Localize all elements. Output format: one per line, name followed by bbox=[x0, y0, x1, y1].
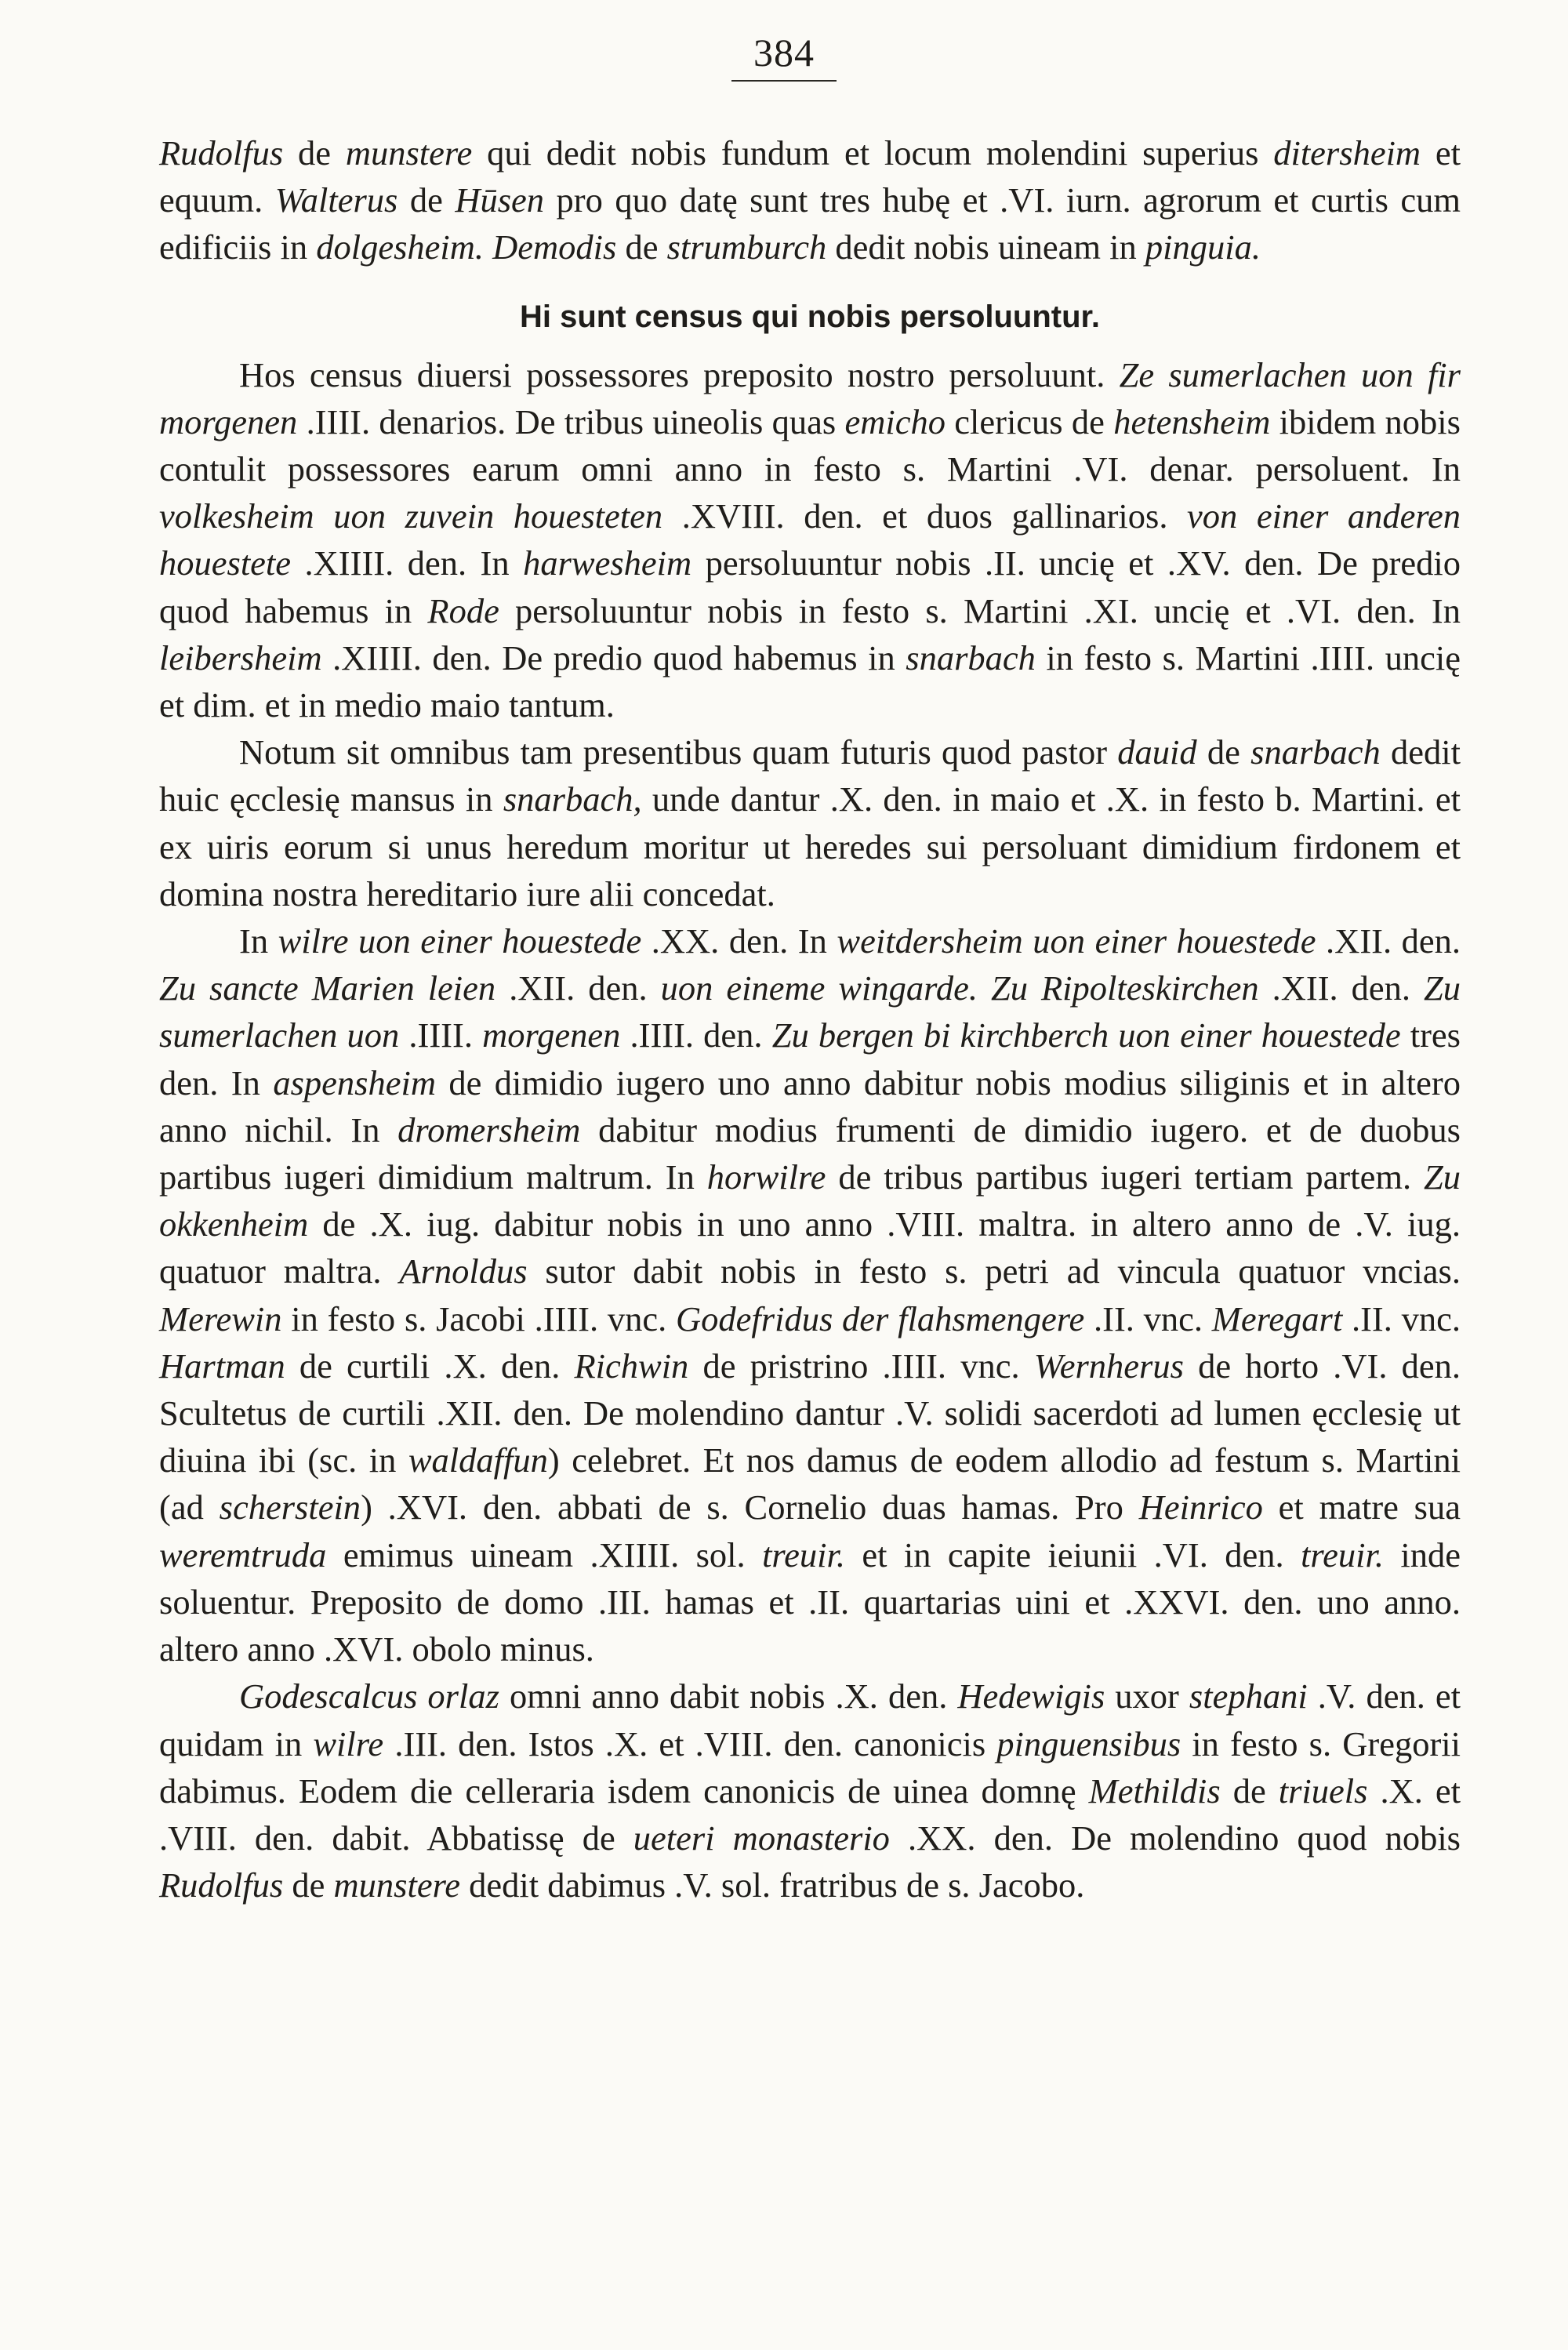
italic-name: wilre bbox=[313, 1723, 384, 1763]
text-run: de bbox=[397, 180, 456, 220]
italic-name: Zu okkenheim bbox=[159, 1157, 1461, 1244]
text-run: ) celebret. Et nos damus de eodem allodio ad festum s. Martini (ad bbox=[159, 1440, 1461, 1527]
text-run: .XII. den. bbox=[1258, 968, 1425, 1008]
italic-name: Rudolfus bbox=[159, 1865, 284, 1905]
text-run: et equum. bbox=[159, 133, 1461, 220]
italic-name: Walterus bbox=[274, 180, 398, 220]
paragraph-1 bbox=[159, 129, 1461, 271]
text-run: de bbox=[1220, 1771, 1279, 1811]
text-run: .XX. den. De molendino quod nobis bbox=[889, 1818, 1461, 1858]
body-text bbox=[159, 129, 1461, 1909]
text-run: in festo s. Martini .IIII. uncię et dim. et in medio maio tantum. bbox=[159, 637, 1461, 725]
italic-name: weitdersheim uon einer houestede bbox=[837, 921, 1316, 961]
text-run bbox=[978, 968, 991, 1008]
italic-name: scherstein bbox=[219, 1487, 361, 1527]
text-run: persoluuntur nobis in festo s. Martini .XI. uncię et .VI. den. In bbox=[499, 590, 1461, 630]
text-run: emimus uineam .XIIII. sol. bbox=[326, 1535, 763, 1575]
text-run: .XIIII. den. De predio quod habemus in bbox=[321, 637, 906, 677]
italic-name: Demodis bbox=[492, 227, 617, 267]
italic-name: pinguensibus bbox=[996, 1723, 1181, 1763]
text-run: .IIII. denarios. De tribus uineolis quas bbox=[297, 401, 845, 441]
italic-name: Methildis bbox=[1088, 1771, 1221, 1811]
text-run: de bbox=[1196, 732, 1251, 772]
text-run: tres den. In bbox=[159, 1015, 1461, 1102]
text-run: .X. et .VIII. den. dabit. Abbatissę de bbox=[159, 1771, 1461, 1858]
text-run: et in capite ieiunii .VI. den. bbox=[844, 1535, 1301, 1575]
italic-name: Hartman bbox=[159, 1346, 285, 1386]
italic-name: weremtruda bbox=[159, 1535, 327, 1575]
italic-name: Zu sumerlachen uon bbox=[159, 968, 1461, 1055]
text-run: de bbox=[616, 227, 667, 267]
text-run: unde dantur .X. den. in maio et .X. in festo b. Martini. et ex uiris eorum si unus heredum moritur ut heredes sui persoluant dimidium firdonem et domina nostra hereditario iure alii concedat. bbox=[159, 779, 1461, 913]
text-run: .XIIII. den. In bbox=[291, 543, 524, 583]
text-run: omni anno dabit nobis .X. den. bbox=[499, 1676, 958, 1716]
italic-name: Zu Ripolteskirchen bbox=[990, 968, 1259, 1008]
italic-name: treuir. bbox=[1301, 1535, 1384, 1575]
italic-name: strumburch bbox=[666, 227, 827, 267]
text-run: sutor dabit nobis in festo s. petri ad vincula quatuor vncias. bbox=[527, 1251, 1461, 1291]
text-run: et matre sua bbox=[1262, 1487, 1461, 1527]
text-run: in festo s. Jacobi .IIII. vnc. bbox=[281, 1298, 677, 1338]
italic-name: harwesheim bbox=[523, 543, 692, 583]
text-run: .IIII. bbox=[399, 1015, 483, 1055]
italic-name: Zu sancte Marien leien bbox=[159, 968, 496, 1008]
italic-name: morgenen bbox=[482, 1015, 621, 1055]
italic-name: snarbach, bbox=[503, 779, 642, 819]
italic-name: dauid bbox=[1117, 732, 1197, 772]
text-run: .II. vnc. bbox=[1342, 1298, 1461, 1338]
paragraph-3 bbox=[159, 728, 1461, 917]
italic-name: horwilre bbox=[706, 1157, 826, 1197]
italic-name: waldaffun bbox=[408, 1440, 548, 1480]
italic-name: treuir. bbox=[762, 1535, 845, 1575]
section-heading: Hi sunt census qui nobis persoluuntur. bbox=[519, 299, 1101, 334]
italic-name: munstere bbox=[345, 133, 473, 173]
text-run: de curtili .X. den. bbox=[285, 1346, 575, 1386]
text-run: .XII. den. bbox=[495, 968, 661, 1008]
text-run bbox=[484, 227, 492, 267]
italic-name: Hedewigis bbox=[957, 1676, 1105, 1716]
italic-name: triuels bbox=[1278, 1771, 1368, 1811]
text-run: persoluuntur nobis .II. uncię et .XV. den. De predio quod habemus in bbox=[159, 543, 1461, 630]
italic-name: volkesheim uon zuvein houesteten bbox=[159, 496, 663, 536]
text-run: de bbox=[283, 133, 346, 173]
italic-name: hetensheim bbox=[1113, 401, 1271, 441]
italic-name: emicho bbox=[844, 401, 946, 441]
italic-name: Ze sumerlachen uon fir morgenen bbox=[159, 354, 1461, 441]
text-run: in festo s. Gregorii dabimus. Eodem die celleraria isdem canonicis de uinea domnę bbox=[159, 1723, 1461, 1811]
italic-name: Merewin bbox=[159, 1298, 282, 1338]
italic-name: Rode bbox=[427, 590, 499, 630]
text-run: de horto .VI. den. Scultetus de curtili .XII. den. De molendino dantur .V. solidi sacerdoti ad lumen ęcclesię ut diuina ibi (sc. in bbox=[159, 1346, 1461, 1480]
italic-name: leibersheim bbox=[159, 637, 322, 677]
italic-name: aspensheim bbox=[273, 1062, 436, 1102]
text-run: qui dedit nobis fundum et locum molendini superius bbox=[472, 133, 1274, 173]
text-run: de dimidio iugero uno anno dabitur nobis modius siliginis et in altero anno nichil. In bbox=[159, 1062, 1461, 1150]
text-run: .XVIII. den. et duos gallinarios. bbox=[662, 496, 1188, 536]
text-run: de pristrino .IIII. vnc. bbox=[688, 1346, 1034, 1386]
italic-name: Godescalcus orlaz bbox=[239, 1676, 499, 1716]
italic-name: snarbach bbox=[1250, 732, 1381, 772]
text-run: dabitur modius frumenti de dimidio iugero. et de duobus partibus iugeri dimidium maltrum. In bbox=[159, 1110, 1461, 1197]
text-run: uxor bbox=[1105, 1676, 1189, 1716]
text-run: de tribus partibus iugeri tertiam partem. bbox=[826, 1157, 1424, 1197]
text-run: .V. den. et quidam in bbox=[159, 1676, 1461, 1763]
italic-name: wilre uon einer houestede bbox=[278, 921, 642, 961]
italic-name: Meregart bbox=[1211, 1298, 1343, 1338]
italic-name: Heinrico bbox=[1138, 1487, 1263, 1527]
italic-name: ueteri monasterio bbox=[633, 1818, 890, 1858]
text-run: de bbox=[283, 1865, 334, 1905]
italic-name: munstere bbox=[333, 1865, 460, 1905]
italic-name: uon eineme wingarde. bbox=[660, 968, 978, 1008]
italic-name: von einer anderen houestete bbox=[159, 496, 1461, 583]
text-run: Notum sit omnibus tam presentibus quam futuris quod pastor bbox=[239, 732, 1118, 772]
text-run: In bbox=[239, 921, 278, 961]
italic-name: Rudolfus bbox=[159, 133, 284, 173]
text-run: Hos census diuersi possessores preposito nostro persoluunt. bbox=[239, 354, 1120, 394]
text-run: .III. den. Istos .X. et .VIII. den. canonicis bbox=[383, 1723, 997, 1763]
italic-name: Richwin bbox=[574, 1346, 689, 1386]
italic-name: snarbach bbox=[906, 637, 1036, 677]
italic-name: Godefridus der flahsmengere bbox=[676, 1298, 1085, 1338]
text-run: .IIII. den. bbox=[620, 1015, 772, 1055]
italic-name: ditersheim bbox=[1273, 133, 1421, 173]
text-run: .XII. den. bbox=[1316, 921, 1461, 961]
page-header bbox=[0, 30, 1568, 82]
italic-name: Hūsen bbox=[455, 180, 545, 220]
italic-name: Zu bergen bi kirchberch uon einer houestede bbox=[771, 1015, 1401, 1055]
italic-name: dromersheim bbox=[397, 1110, 581, 1150]
page-number: 384 bbox=[731, 30, 837, 82]
paragraph-2 bbox=[159, 351, 1461, 729]
italic-name: Wernherus bbox=[1033, 1346, 1184, 1386]
paragraph-4 bbox=[159, 917, 1461, 1673]
italic-name: pinguia. bbox=[1145, 227, 1261, 267]
text-run: pro quo datę sunt tres hubę et .VI. iurn. agrorum et curtis cum edificiis in bbox=[159, 180, 1461, 267]
text-run: inde soluentur. Preposito de domo .III. hamas et .II. quartarias uini et .XXVI. den. uno anno. altero anno .XVI. obolo minus. bbox=[159, 1535, 1461, 1669]
text-run: de .X. iug. dabitur nobis in uno anno .VIII. maltra. in altero anno de .V. iug. quatuor maltra. bbox=[159, 1204, 1461, 1291]
text-run: dedit huic ęcclesię mansus in bbox=[159, 732, 1461, 819]
text-run: dedit dabimus .V. sol. fratribus de s. Jacobo. bbox=[460, 1865, 1085, 1905]
text-run: .XX. den. In bbox=[641, 921, 837, 961]
italic-name: dolgesheim. bbox=[316, 227, 485, 267]
text-run: clericus de bbox=[945, 401, 1114, 441]
text-run: ibidem nobis contulit possessores earum omni anno in festo s. Martini .VI. denar. persoluent. In bbox=[159, 401, 1461, 489]
italic-name: stephani bbox=[1189, 1676, 1308, 1716]
text-run: dedit nobis uineam in bbox=[826, 227, 1145, 267]
italic-name: Arnoldus bbox=[399, 1251, 528, 1291]
paragraph-5 bbox=[159, 1673, 1461, 1909]
text-run: .II. vnc. bbox=[1084, 1298, 1212, 1338]
text-run: ) .XVI. den. abbati de s. Cornelio duas hamas. Pro bbox=[361, 1487, 1139, 1527]
